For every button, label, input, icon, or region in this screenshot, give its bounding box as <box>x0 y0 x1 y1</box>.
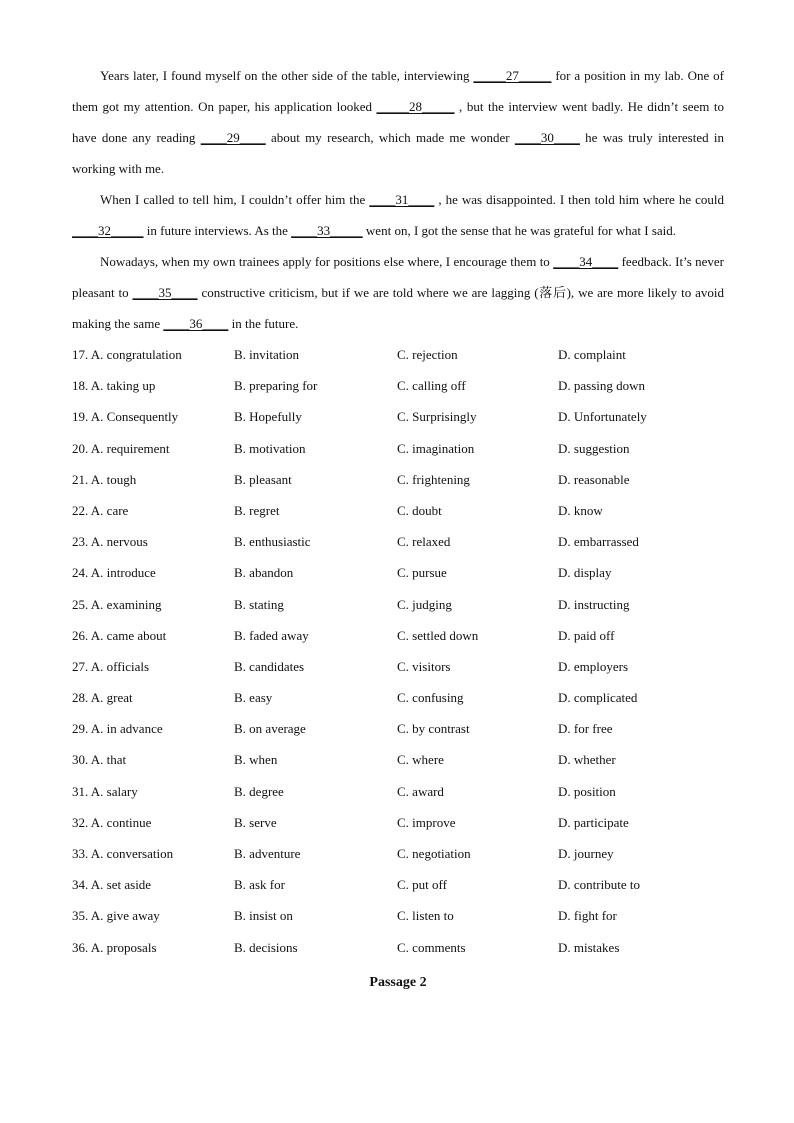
option-d: D. embarrassed <box>558 534 639 550</box>
option-c: C. visitors <box>397 658 451 674</box>
question-number: 31. A. <box>72 783 104 799</box>
option-d: D. reasonable <box>558 471 630 487</box>
answer-blank: ____36____ <box>163 316 229 331</box>
option-c: C. settled down <box>397 627 479 643</box>
passage-text-span: in future interviews. As the <box>143 223 292 238</box>
question-row <box>72 838 724 869</box>
question-row <box>72 620 724 651</box>
option-b: B. decisions <box>234 939 298 955</box>
option-c: C. negotiation <box>397 846 471 861</box>
option-a <box>72 869 234 900</box>
option-d: D. display <box>558 565 612 581</box>
passage-text-span: Years later, I found myself on the other side of the table, interviewing <box>100 68 474 83</box>
passage-text <box>72 60 724 339</box>
option-c: C. judging <box>397 596 452 612</box>
option-b: B. pleasant <box>234 471 292 487</box>
option-a <box>72 589 234 620</box>
answer-blank: _____27_____ <box>473 68 552 83</box>
option-a-text: nervous <box>106 534 148 550</box>
question-row <box>72 370 724 401</box>
option-d: D. know <box>558 502 603 518</box>
question-row <box>72 932 724 963</box>
option-a-text: great <box>106 690 133 706</box>
option-a <box>72 401 234 432</box>
option-a <box>72 776 234 807</box>
option-d: D. fight for <box>558 908 617 924</box>
option-a-text: introduce <box>106 565 156 581</box>
option-a <box>72 900 234 931</box>
option-a <box>72 557 234 588</box>
option-b: B. when <box>234 752 278 768</box>
option-c: C. relaxed <box>397 534 451 550</box>
paragraph <box>72 184 724 246</box>
option-d: D. contribute to <box>558 877 640 893</box>
option-c: C. doubt <box>397 502 442 518</box>
answer-blank: ____34____ <box>553 254 619 269</box>
question-number: 24. A. <box>72 565 104 581</box>
question-number: 21. A. <box>72 471 104 487</box>
option-a-text: in advance <box>106 721 163 737</box>
option-b: B. abandon <box>234 565 294 581</box>
option-b: B. motivation <box>234 440 306 456</box>
option-b: B. serve <box>234 814 277 830</box>
option-b: B. Hopefully <box>234 409 302 425</box>
question-number: 27. A. <box>72 658 104 674</box>
question-number: 36. A. <box>72 939 104 955</box>
question-row <box>72 713 724 744</box>
option-a <box>72 807 234 838</box>
option-a <box>72 932 234 963</box>
option-a <box>72 433 234 464</box>
answer-blank: ____32_____ <box>72 223 144 238</box>
option-c: C. Surprisingly <box>397 409 477 425</box>
passage-text-span: for a position in my lab. One of them got my attention. On paper, his application looked <box>72 68 724 114</box>
question-number: 18. A. <box>72 378 104 394</box>
question-number: 28. A. <box>72 690 104 706</box>
option-b: B. adventure <box>234 846 301 861</box>
option-c: C. rejection <box>397 347 458 362</box>
option-d: D. for free <box>558 721 613 737</box>
passage-text-span: Nowadays, when my own trainees apply for positions else where, I encourage them to <box>100 254 554 269</box>
option-d: D. complicated <box>558 690 638 706</box>
option-b: B. invitation <box>234 347 299 362</box>
question-row <box>72 900 724 931</box>
option-b: B. faded away <box>234 627 309 643</box>
question-number: 35. A. <box>72 908 104 924</box>
passage-text-span: about my research, which made me wonder <box>265 130 515 145</box>
question-row <box>72 776 724 807</box>
option-a <box>72 744 234 775</box>
question-row <box>72 589 724 620</box>
option-c: C. pursue <box>397 565 447 581</box>
option-b: B. on average <box>234 721 306 737</box>
option-d: D. whether <box>558 752 616 768</box>
answer-blank: ____30____ <box>514 130 580 145</box>
option-a-text: examining <box>106 596 162 612</box>
option-b: B. easy <box>234 690 273 706</box>
option-d: D. participate <box>558 814 629 830</box>
option-c: C. calling off <box>397 378 466 394</box>
document-page <box>72 60 724 997</box>
option-a-text: proposals <box>106 939 157 955</box>
option-a-text: set aside <box>106 877 152 893</box>
passage-text-span: went on, I got the sense that he was grateful for what I said. <box>362 223 677 238</box>
question-number: 34. A. <box>72 877 104 893</box>
question-options <box>72 339 724 963</box>
question-number: 32. A. <box>72 814 104 830</box>
option-d: D. position <box>558 783 616 799</box>
question-number: 30. A. <box>72 752 104 768</box>
option-a <box>72 526 234 557</box>
option-a <box>72 682 234 713</box>
question-number: 25. A. <box>72 596 104 612</box>
question-row <box>72 339 724 370</box>
question-row <box>72 869 724 900</box>
option-a-text: Consequently <box>106 409 179 425</box>
question-row <box>72 526 724 557</box>
option-c: C. where <box>397 752 444 768</box>
option-c: C. improve <box>397 814 456 830</box>
option-d: D. Unfortunately <box>558 409 647 425</box>
option-a-text: taking up <box>106 378 156 394</box>
passage-text-span: constructive criticism, but if we are told where we are lagging (落后), we are more likely to avoid making the same <box>72 285 724 331</box>
question-number: 19. A. <box>72 409 104 425</box>
question-row <box>72 744 724 775</box>
option-a-text: requirement <box>106 440 170 456</box>
option-c: C. comments <box>397 939 466 955</box>
passage-text-span: feedback. It’s never pleasant to <box>72 254 725 300</box>
question-row <box>72 682 724 713</box>
option-a <box>72 651 234 682</box>
passage-text-span: When I called to tell him, I couldn’t offer him the <box>100 192 370 207</box>
option-a-text: congratulation <box>106 347 182 362</box>
question-row <box>72 651 724 682</box>
option-b: B. insist on <box>234 908 293 924</box>
passage-text-span: in the future. <box>228 316 299 331</box>
question-row <box>72 495 724 526</box>
option-d: D. suggestion <box>558 440 630 456</box>
option-a-text: give away <box>106 908 160 924</box>
question-row <box>72 464 724 495</box>
answer-blank: ____31____ <box>369 192 435 207</box>
option-a-text: continue <box>106 814 152 830</box>
question-number: 33. A. <box>72 846 104 861</box>
option-b: B. enthusiastic <box>234 534 311 550</box>
option-c: C. listen to <box>397 908 454 924</box>
option-b: B. candidates <box>234 658 305 674</box>
question-number: 26. A. <box>72 627 104 643</box>
answer-blank: ____29____ <box>200 130 266 145</box>
question-number: 29. A. <box>72 721 104 737</box>
option-a-text: that <box>106 752 127 768</box>
answer-blank: _____28_____ <box>376 99 455 114</box>
option-c: C. put off <box>397 877 447 893</box>
question-row <box>72 557 724 588</box>
option-a <box>72 713 234 744</box>
option-a <box>72 464 234 495</box>
option-c: C. by contrast <box>397 721 470 737</box>
option-b: B. preparing for <box>234 378 318 394</box>
option-a-text: care <box>106 502 129 518</box>
option-d: D. employers <box>558 658 629 674</box>
option-d: D. mistakes <box>558 939 620 955</box>
option-b: B. regret <box>234 502 280 518</box>
option-c: C. confusing <box>397 690 464 706</box>
passage-title: Passage 2 <box>369 974 427 990</box>
question-row <box>72 433 724 464</box>
option-c: C. frightening <box>397 471 470 487</box>
passage-text-span: , but the interview went badly. He didn’t seem to have done any reading <box>72 99 724 145</box>
option-c: C. imagination <box>397 440 475 456</box>
question-row <box>72 807 724 838</box>
option-d: D. instructing <box>558 596 630 612</box>
question-number: 22. A. <box>72 502 104 518</box>
option-a <box>72 620 234 651</box>
option-a-text: conversation <box>106 846 174 861</box>
option-b: B. stating <box>234 596 284 612</box>
option-a-text: tough <box>106 471 137 487</box>
option-a-text: officials <box>106 658 150 674</box>
option-a <box>72 339 234 370</box>
option-d: D. complaint <box>558 347 626 362</box>
option-a <box>72 838 234 869</box>
question-row <box>72 401 724 432</box>
option-a <box>72 370 234 401</box>
option-a <box>72 495 234 526</box>
question-number: 17. A. <box>72 347 104 362</box>
answer-blank: ____33_____ <box>291 223 363 238</box>
option-c: C. award <box>397 783 444 799</box>
passage-text-span: he was truly interested in working with me. <box>72 130 725 176</box>
option-a-text: salary <box>106 783 138 799</box>
answer-blank: ____35____ <box>132 285 198 300</box>
option-a-text: came about <box>106 627 167 643</box>
passage-text-span: , he was disappointed. I then told him where he could <box>434 192 724 207</box>
option-b: B. ask for <box>234 877 285 893</box>
question-number: 23. A. <box>72 534 104 550</box>
paragraph <box>72 246 724 339</box>
question-number: 20. A. <box>72 440 104 456</box>
option-d: D. paid off <box>558 627 615 643</box>
paragraph <box>72 60 724 184</box>
option-d: D. journey <box>558 846 614 861</box>
option-d: D. passing down <box>558 378 646 394</box>
option-b: B. degree <box>234 783 284 799</box>
